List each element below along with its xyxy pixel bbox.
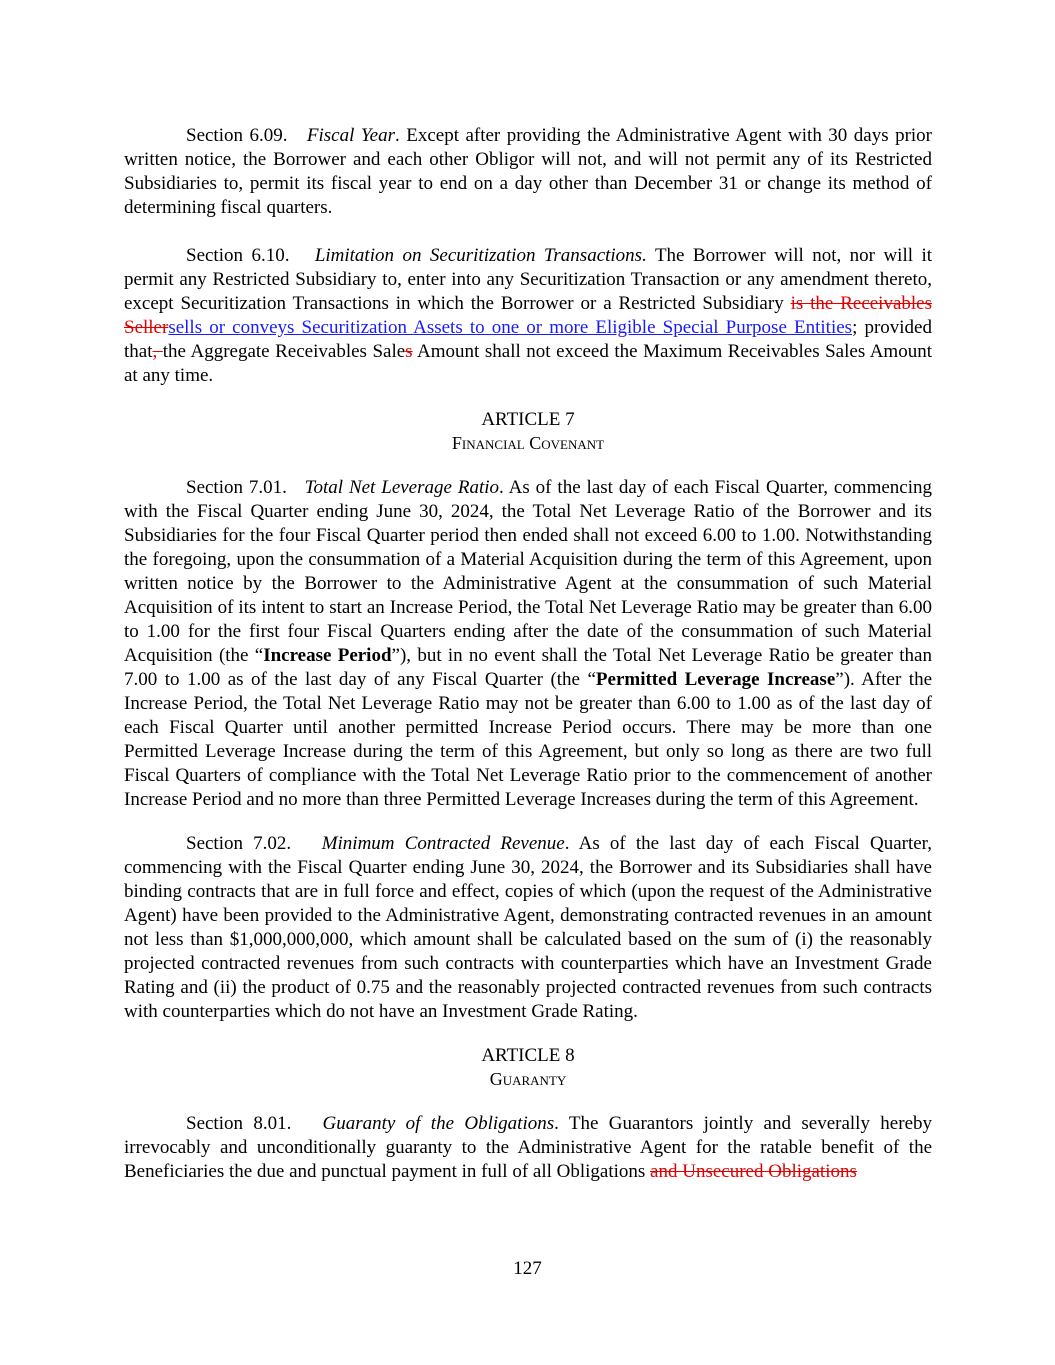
- section-number: Section 7.01.: [186, 477, 287, 498]
- deleted-text: and Unsecured Obligations: [650, 1161, 857, 1182]
- page-number: 127: [513, 1258, 542, 1279]
- section-7-01: [124, 476, 932, 812]
- deleted-text: ,: [152, 341, 163, 362]
- section-7-02: [124, 832, 932, 1024]
- section-6-10: [124, 244, 932, 388]
- section-8-01: [124, 1112, 932, 1184]
- section-body: . As of the last day of each Fiscal Quarter, commencing with the Fiscal Quarter ending June 30, 2024, the Total Net Leverage Ratio of the Borrower and its Subsidiaries for the four Fiscal Quarter period then ended shall not exceed 6.00 to 1.00. Notwithstanding the foregoing, upon the consummation of a Material Acquisition during the term of this Agreement, upon written notice by the Borrower to the Administrative Agent at the consummation of such Material Acquisition of its intent to start an Increase Period, the Total Net Leverage Ratio may be greater than 6.00 to 1.00 for the first four Fiscal Quarters ending after the date of the consummation of such Material Acquisition (the “: [124, 477, 932, 666]
- section-body: ”), but in no event shall the Total Net Leverage Ratio be greater than 7.00 to 1.00 as of the last day of any Fiscal Quarter (the “: [124, 645, 932, 690]
- section-body: The Borrower will not, nor will it permit any Restricted Subsidiary to, enter into any Securitization Transaction or any amendment thereto, except Securitization Transactions in which the Borrower or a Restricted Subsidiary: [124, 245, 933, 314]
- section-number: Section 7.02.: [186, 833, 292, 854]
- article-7-heading: [124, 408, 932, 454]
- section-body: ; provided that: [124, 317, 932, 362]
- section-body: Amount shall not exceed the Maximum Receivables Sales Amount at any time.: [124, 341, 932, 386]
- section-heading: Total Net Leverage Ratio: [304, 477, 500, 498]
- section-6-09: [124, 124, 932, 220]
- section-number: Section 8.01.: [186, 1113, 292, 1134]
- article-number: ARTICLE 7: [481, 409, 575, 430]
- article-title: Guaranty: [489, 1069, 567, 1089]
- section-heading: Minimum Contracted Revenue: [321, 833, 565, 854]
- deleted-text: is the Receivables Seller: [124, 293, 932, 338]
- section-heading: Guaranty of the Obligations: [322, 1113, 555, 1134]
- section-heading: Fiscal Year: [306, 125, 396, 146]
- section-body: . Except after providing the Administrative Agent with 30 days prior written notice, the Borrower and each other Obligor will not, and will not permit any of its Restricted Subsidiaries to, permit its fiscal year to end on a day other than December 31 or change its method of determining fiscal quarters.: [124, 125, 932, 218]
- defined-term: Increase Period: [263, 645, 392, 666]
- section-number: Section 6.10.: [186, 245, 290, 266]
- article-8-heading: [124, 1044, 932, 1090]
- article-number: ARTICLE 8: [481, 1045, 575, 1066]
- inserted-text: sells or conveys Securitization Assets to one or more Eligible Special Purpose Entities: [168, 317, 853, 338]
- defined-term: Permitted Leverage Increase: [595, 669, 836, 690]
- section-body: . As of the last day of each Fiscal Quarter, commencing with the Fiscal Quarter ending June 30, 2024, the Borrower and its Subsidiaries shall have binding contracts that are in full force and effect, copies of which (upon the request of the Administrative Agent) have been provided to the Administrative Agent, demonstrating contracted revenues in an amount not less than $1,000,000,000, which amount shall be calculated based on the sum of (i) the reasonably projected contracted revenues from such contracts with counterparties which have an Investment Grade Rating and (ii) the product of 0.75 and the reasonably projected contracted revenues from such contracts with counterparties which do not have an Investment Grade Rating.: [124, 833, 932, 1022]
- document-page: [124, 124, 932, 1184]
- section-heading: Limitation on Securitization Transactions.: [314, 245, 647, 266]
- deleted-text: s: [405, 341, 413, 362]
- section-body: ”). After the Increase Period, the Total Net Leverage Ratio may not be greater than 6.00 to 1.00 as of the last day of each Fiscal Quarter until another permitted Increase Period occurs. There may be more than one Permitted Leverage Increase during the term of this Agreement, but only so long as there are two full Fiscal Quarters of compliance with the Total Net Leverage Ratio prior to the commencement of another Increase Period and no more than three Permitted Leverage Increases during the term of this Agreement.: [124, 669, 932, 810]
- section-body: . The Guarantors jointly and severally hereby irrevocably and unconditionally guaranty to the Administrative Agent for the ratable benefit of the Beneficiaries the due and punctual payment in full of all Obligations: [124, 1113, 932, 1182]
- section-number: Section 6.09.: [186, 125, 288, 146]
- article-title: Financial Covenant: [451, 433, 605, 453]
- section-body: the Aggregate Receivables Sale: [162, 341, 406, 362]
